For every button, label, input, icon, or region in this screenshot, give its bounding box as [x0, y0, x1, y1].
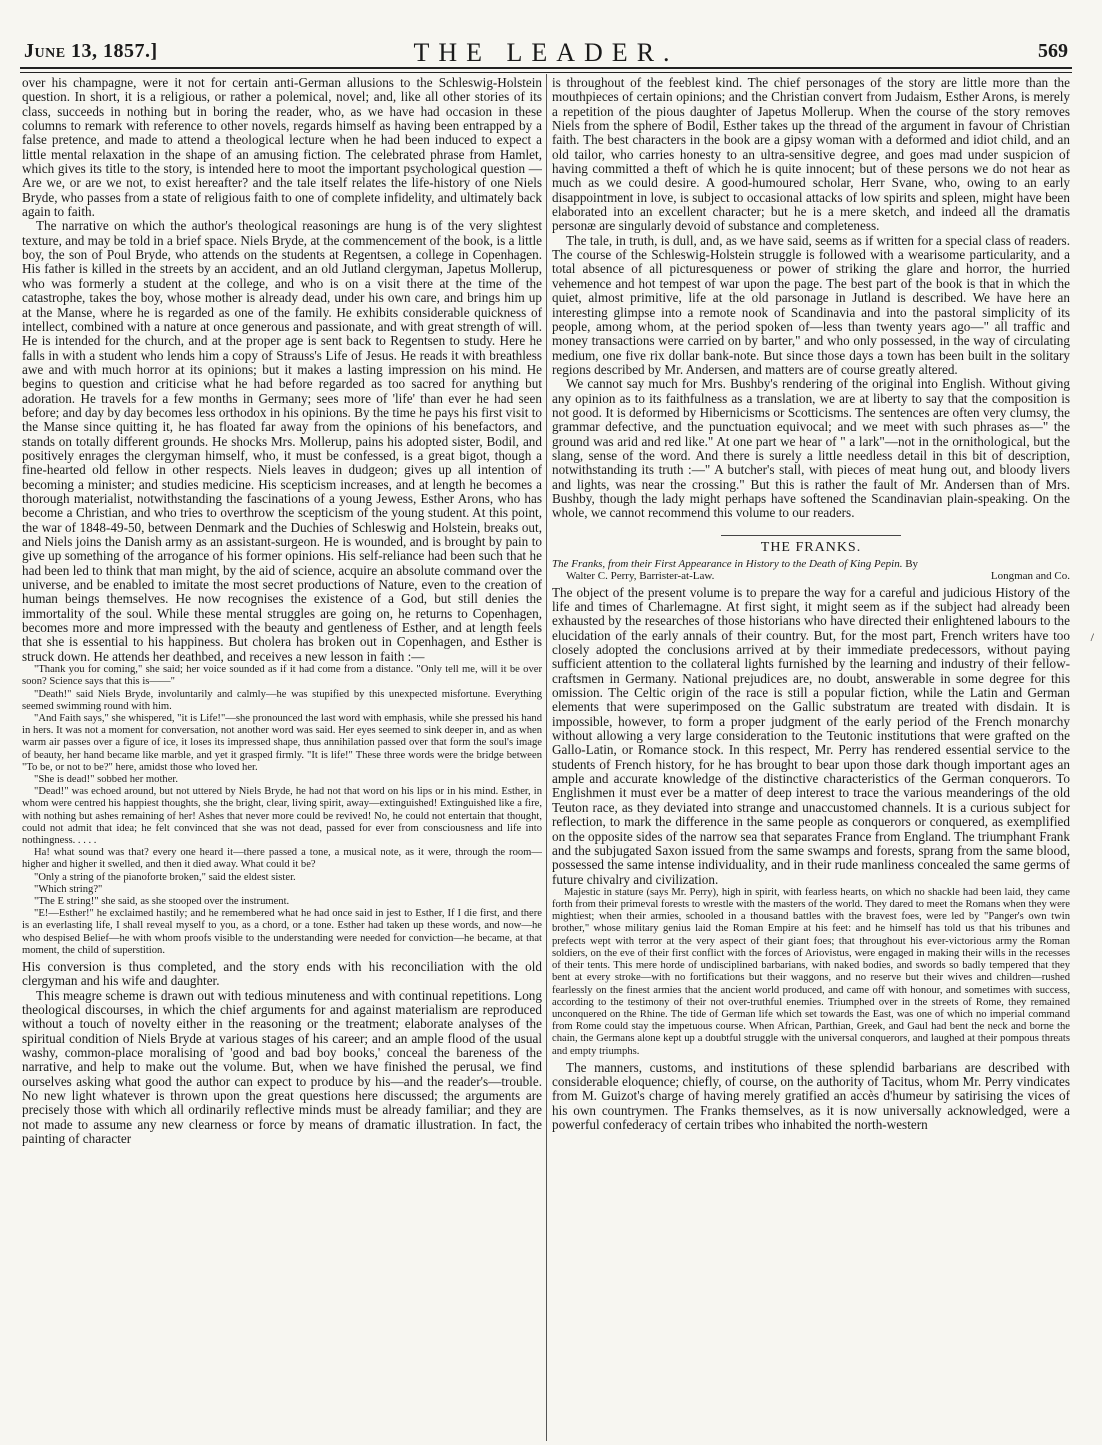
quote-paragraph: "Which string?"	[34, 883, 103, 895]
page-number: 569	[1038, 40, 1068, 62]
quote-paragraph: Ha! what sound was that? every one heard it—there passed a tone, a musical note, as it were, through the room—higher and higher it swelled, and then it died away. What could it be?	[22, 847, 542, 871]
review-paragraph: We cannot say much for Mrs. Bushby's rendering of the original into English. Without giving any opinion as to its faithfulness as a translation, we are at liberty to say that the composition is not good. It is deformed by Hibernicisms or Scotticisms. The sentences are often very clumsy, the grammar defective, and the punctuation equivocal; and we meet with such phrases as—" the ground was arid and red like." At one part we hear of " a lark"—not in the ornithological, but the slang, sense of the word. And there is surely a little needless detail in this bit of description, notwithstanding its truth :—" A butcher's stall, with pieces of meat hung out, and bloody livers and lights, was near the crossing." But this is rather the fault of Mr. Andersen than of Mrs. Bushby, though the lady might perhaps have softened the Scandinavian plain-speaking. On the whole, we cannot recommend this volume to our readers.	[552, 376, 1070, 521]
column-divider	[546, 74, 547, 1441]
review-paragraph: This meagre scheme is drawn out with tedious minuteness and with continual repetitions. Long theological discourses, in which the chief arguments for and against materialism are reproduced without a touch of novelty either in the reasoning or the treatment; elaborate analyses of the spiritual condition of Niels Bryde at various stages of his career; and an ample flood of the usual washy, common-place moralising of 'good and bad boy books,' conceal the bareness of the narrative, and help to make out the volume. But, when we have finished the perusal, we find ourselves asking what good the author can expect to produce by his—and the reader's—trouble. No new light whatever is thrown upon the great questions here discussed; the arguments are precisely those with which all ordinarily reflective minds must be already familiar; and they are not made to assume any new clearness or force by means of dramatic illustration. In fact, the painting of character	[22, 987, 542, 1147]
book-author: Walter C. Perry, Barrister-at-Law.	[566, 570, 715, 583]
book-title	[552, 558, 1070, 571]
margin-mark: /	[1090, 630, 1094, 644]
quote-paragraph: "Dead!" was echoed around, but not uttered by Niels Bryde, he had not that word on his lips or in his mind. Esther, in whom were centred his happiest thoughts, she the bright, clear, living spirit, away—extinguished! Extinguished like a fire, with nothing but ashes remaining of her! Ashes that never more could be revived! No, he could not entertain that thought, could not admit that idea; he felt convinced that she was not dead, passed for ever from consciousness and life into nothingness. . . . .	[22, 786, 542, 846]
extract-quote	[552, 887, 1070, 1058]
review-paragraph: The tale, in truth, is dull, and, as we have said, seems as if written for a special class of readers. The course of the Schleswig-Holstein struggle is followed with a wearisome particularity, and a total absence of all picturesqueness or power of striking the glare and horror, the hurried vehemence and hot tempest of war upon the page. The best part of the book is that in which the quiet, almost primitive, life at the old parsonage in Jutland is described. We have here an interesting glimpse into a remote nook of Scandinavia and into the pastoral simplicity of its people, among whom, at the period spoken of—less than twenty years ago—" all traffic and money transactions were carried on by barter," and who only possessed, in the way of circulating medium, one five rix dollar bank-note. But since those days a town has been built in the solitary regions described by Mr. Andersen, and matters are of course greatly altered.	[552, 232, 1070, 377]
review-paragraph: is throughout of the feeblest kind. The chief personages of the story are little more than the mouthpieces of certain opinions; and the Christian convert from Judaism, Esther Arons, is merely a repetition of the pious daughter of Japetus Mollerup. When the course of the story removes Niels from the sphere of Bodil, Esther takes up the thread of the argument in favour of Christian faith. The best characters in the book are a gipsy woman with a deformed and idiot child, and an old tailor, who carries honesty to an ultra-sensitive degree, and goes mad under suspicion of having committed a theft of which he is quite innocent; but of these persons we do not hear as much as we could desire. A good-humoured scholar, Herr Svane, who, owing to an early disappointment in love, is subject to occasional attacks of low spirits and spleen, might have been elaborated into an excellent character; but he is a mere sketch, and indeed all the dramatis personæ are singularly devoid of substance and completeness.	[552, 76, 1070, 234]
quote-paragraph: Majestic in stature (says Mr. Perry), high in spirit, with fearless hearts, on which no shackle had been laid, they came forth from their primeval forests to wrestle with the masters of the world. They dared to meet the Romans when they were mightiest; when their armies, schooled in a thousand battles with the bravest foes, were led by "Panger's own twin brother," whose military genius laid the Roman Empire at his feet: and he himself has told us that his tribunes and prefects wept with terror at the very aspect of their giant foes; that throughout his ever-victorious army the Roman soldiers, on the eve of their first conflict with the forces of Ariovistus, were engaged in making their wills in the recesses of their tents. This mere horde of undisciplined barbarians, with naked bodies, and swords so badly tempered that they bent at every stroke—with no fortifications but their waggons, and no reserve but their wives and children—rushed fearlessly on the finest armies that the ancient world produced, and came off with honour, and sometimes with success, according to the testimony of their not over-truthful enemies. Triumphed over in the streets of Rome, they remained unconquered on the Rhine. The tide of German life which set towards the East, was one of which no imperial command from Rome could stay the impetuous course. When African, Parthian, Greek, and Gaul had bent the neck and borne the chain, the Germans alone kept up a doubtful struggle with the universal conquerors, and laughed at their pompous threats and empty triumphs.	[552, 886, 1070, 1057]
quote-paragraph: "And Faith says," she whispered, "it is Life!"—she pronounced the last word with emphasis, while she pressed his hand in hers. It was not a moment for conversation, not another word was said. Her eyes seemed to sink deeper in, and as when warm air passes over a figure of ice, it loses its impressed shape, thus annihilation passed over that form the soul's image of beauty, her hand became like marble, and yet it grasped firmly. "It is life!" These three words were the bridge between "To be, or not to be?" here, amidst those who loved her.	[22, 712, 542, 773]
quote-paragraph: "Death!" said Niels Bryde, involuntarily and calmly—he was stupified by this unexpected misfortune. Everything seemed swimming round with him.	[22, 688, 542, 712]
right-column	[552, 76, 1070, 1441]
book-imprint	[552, 570, 1070, 583]
book-by: By	[905, 557, 919, 570]
review-paragraph: The narrative on which the author's theological reasonings are hung is of the very slightest texture, and may be told in a brief space. Niels Bryde, at the commencement of the book, is a little boy, the son of Poul Bryde, who attends on the students at Regentsen, a college in Copenhagen. His father is killed in the streets by an accident, and an old Jutland clergyman, Japetus Mollerup, who was formerly a student at the college, and who is on a visit there at the time of the catastrophe, takes the boy, whose mother is already dead, under his own care, and brings him up at the Manse, where he is regarded as one of the family. He exhibits considerable quickness of intellect, combined with a nature at once generous and passionate, and with great strength of will. He is intended for the church, and at the proper age is sent back to Regentsen to study. Here he falls in with a student who lends him a copy of Strauss's Life of Jesus. He reads it with breathless awe and with much horror at its opinions; but it makes a lasting impression on his mind. He begins to question and criticise what he had before regarded as too sacred for anything but adoration. He travels for a few months in Germany; sees more of 'life' than ever he had seen before; and day by day becomes less orthodox in his opinions. By the time he pays his first visit to the Manse since quitting it, he has floated far away from the opinions of his benefactors, and stands on totally different grounds. He shocks Mrs. Mollerup, pains his adopted sister, Bodil, and positively enrages the clergyman himself, who, it must be confessed, is a great bigot, though a fine-hearted old fellow in other respects. Niels leaves in dudgeon; gives up all intention of becoming a minister; and studies medicine. His scepticism increases, and at length he becomes a thorough materialist, notwithstanding the fascinations of a young Jewess, Esther Arons, who has become a Christian, and who tries to overthrow the scepticism of the young student. At this point, the war of 1848-49-50, between Denmark and the Duchies of Schleswig and Holstein, breaks out, and Niels joins the Danish army as an assistant-surgeon. He is wounded, and is brought by pain to give up something of the arrogance of his former opinions. His self-reliance had been such that he had been led to think that man might, by the aid of science, acquire an absolute command over the universe, and be enabled to imitate the most secret productions of Nature, even to the creation of human beings themselves. He now recognises the existence of a God, but still denies the immortality of the soul. While these mental struggles are going on, he returns to Copenhagen, becomes more and more impressed with the beauty and gentleness of Esther, and at length feels that she is essential to his happiness. But cholera has broken out in Copenhagen, and Esther is struck down. He attends her deathbed, and receives a new lesson in faith :—	[22, 218, 542, 664]
left-column	[22, 76, 542, 1441]
section-divider	[721, 535, 901, 536]
issue-date: June 13, 1857.]	[24, 40, 158, 62]
extract-quote	[22, 664, 542, 957]
quote-paragraph: "Thank you for coming," she said; her voice sounded as if it had come from a distance. "Only tell me, will it be over soon? Science says that this is——"	[22, 664, 542, 688]
review-paragraph: over his champagne, were it not for certain anti-German allusions to the Schleswig-Holstein question. In short, it is a religious, or rather a polemical, novel; and, like all other stories of its class, succeeds in nothing but in boring the reader, who, as we have had occasion in these columns to remark with reference to other novels, regards himself as having been entrapped by a false pretence, and made to attend a theological lecture when he had been induced to expect a little mental relaxation in the shape of an amusing fiction. The celebrated phrase from Hamlet, which gives its title to the story, is intended here to moot the important psychological question —Are we, or are we not, to exist hereafter? and the tale itself relates the life-history of one Niels Bryde, who passes from a state of religious faith to one of complete infidelity, and ultimately back again to faith.	[22, 76, 542, 220]
review-paragraph: The manners, customs, and institutions of these splendid barbarians are described with considerable eloquence; chiefly, of course, on the authority of Tacitus, whom Mr. Perry vindicates from M. Guizot's charge of having merely gratified an accès d'humeur by satirising the vices of his own countrymen. The Franks themselves, as it is now universally acknowledged, were a powerful confederacy of certain tribes who inhabited the north-western	[552, 1059, 1070, 1133]
header-rule	[20, 67, 1072, 69]
book-publisher: Longman and Co.	[990, 570, 1070, 583]
header-rule-thin	[20, 72, 1072, 73]
quote-paragraph: "She is dead!" sobbed her mother.	[34, 773, 178, 785]
quote-paragraph: "The E string!" she said, as she stooped over the instrument.	[34, 895, 290, 907]
book-title-text: The Franks, from their First Appearance in History to the Death of King Pepin.	[552, 557, 903, 570]
masthead	[20, 36, 1072, 70]
review-paragraph: His conversion is thus completed, and the story ends with his reconciliation with the old clergyman and his wife and daughter.	[22, 958, 542, 989]
section-heading: THE FRANKS.	[760, 539, 862, 555]
quote-paragraph: "E!—Esther!" he exclaimed hastily; and he remembered what he had once said in jest to Esther, If I die first, and there is an everlasting life, I shall reveal myself to you, as a chord, or a tone. Esther had taken up these words, and now—he who despised Belief—he with whom proofs visible to the understanding were needed for conviction—he became, at that moment, the child of superstition.	[22, 908, 542, 956]
newspaper-title: THE LEADER.	[413, 38, 679, 67]
review-paragraph: The object of the present volume is to prepare the way for a careful and judicious History of the life and times of Charlemagne. At first sight, it might seem as if the subject had already been exhausted by the researches of those historians who have directed their enlightened labours to the elucidation of the early annals of their country. But, for the most part, French writers have too closely adopted the conclusions arrived at by their immediate predecessors, without paying sufficient attention to the collateral lights furnished by the learning and industry of their fellow-craftsmen in Germany. National prejudices are, no doubt, answerable in some degree for this omission. The Celtic origin of the race is still a popular fiction, while the Latin and German elements that were superimposed on the Gallic substratum are treated with disdain. It is impossible, however, to form a proper judgment of the early period of the French monarchy without allowing a very large consideration to the Teutonic institutions that were grafted on the Gallo-Latin, or Romance stock. In this respect, Mr. Perry has rendered essential service to the students of French history, for he has brought to bear upon those dark though important ages an ample and accurate knowledge of the distinctive characteristics of the German conquerors. To Englishmen it must ever be a matter of deep interest to trace the various meanderings of the old Teuton race, as they deviated into strange and unaccustomed channels. It is a curious subject for reflection, to mark the difference in the same people as conquerors or conquered, as exemplified on the opposite sides of the narrow sea that separates France from England. The triumphant Frank and the subjugated Saxon issued from the same swamps and forests, sprang from the same blood, possessed the same intense individuality, and in their rude manliness concealed the same germs of future chivalry and civilization.	[552, 584, 1070, 887]
quote-paragraph: "Only a string of the pianoforte broken," said the eldest sister.	[34, 871, 296, 883]
